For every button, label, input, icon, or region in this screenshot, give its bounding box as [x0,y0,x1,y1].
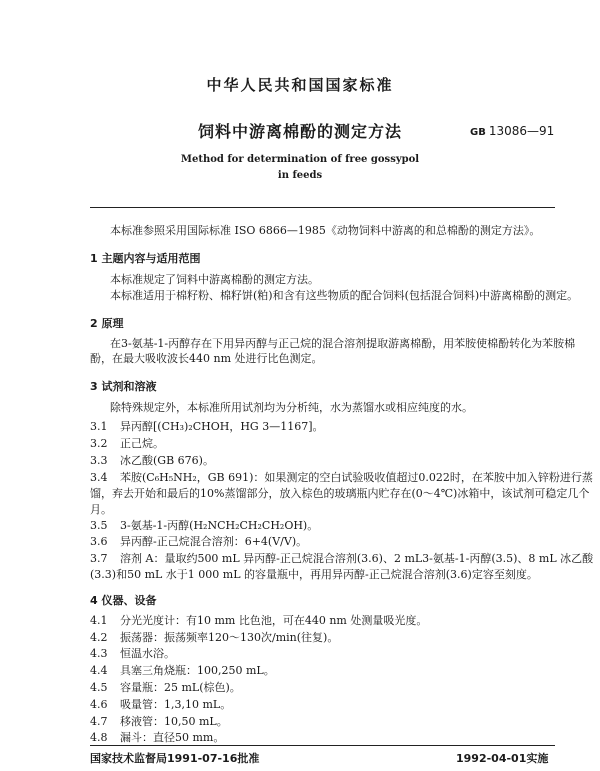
item-number: 4.4 [90,664,108,677]
item-text: 漏斗：直径50 mm。 [120,731,225,744]
list-item [90,470,593,485]
item-text: 溶剂 A：量取约500 mL 异丙醇-正己烷混合溶剂(3.6)、2 mL3-氨基-1-丙醇(3.5)、8 mL 冰乙酸 [120,552,594,565]
list-item [90,646,175,661]
list-item [90,518,318,533]
list-item [90,680,241,695]
item-number: 4.5 [90,681,108,694]
list-item [90,697,231,712]
section1-heading: 1 主题内容与适用范围 [90,252,201,265]
list-item [90,613,427,628]
item-number: 3.4 [90,471,108,484]
list-item [90,453,214,468]
section2-heading: 2 原理 [90,317,124,330]
national-standard-header: 中华人民共和国国家标准 [206,76,394,94]
item-text: 冰乙酸(GB 676)。 [120,454,214,467]
list-item [90,534,307,549]
item-number: 3.6 [90,535,108,548]
list-item [90,714,228,729]
item-text: 容量瓶：25 mL(棕色)。 [120,681,241,694]
item-number: 3.1 [90,420,108,433]
item-number: 4.6 [90,698,108,711]
item-text: 具塞三角烧瓶：100,250 mL。 [120,664,275,677]
item-number: 3.2 [90,437,108,450]
title-en-line1: Method for determination of free gossypol [180,154,420,165]
item-number: 4.7 [90,715,108,728]
section4-heading: 4 仪器、设备 [90,594,157,607]
list-item [90,730,224,745]
item-text: 异丙醇[(CH₃)₂CHOH，HG 3—1167]。 [120,420,324,433]
item-text: 月。 [90,503,112,516]
list-item-continuation [90,502,112,517]
item-text: 恒温水浴。 [120,647,175,660]
document-title-cn: 饲料中游离棉酚的测定方法 [197,122,402,141]
item-number: 4.3 [90,647,108,660]
standard-number-value: 13086—91 [488,124,555,138]
item-text: (3.3)和50 mL 水于1 000 mL 的容量瓶中，再用异丙醇-正己烷混合溶剂(3.6)定容至刻度。 [90,568,538,581]
list-item [90,663,275,678]
standard-number [470,124,554,138]
gb-prefix: GB [470,127,486,138]
header-divider [90,207,555,208]
item-text: 移液管：10,50 mL。 [120,715,228,728]
document-title-en [0,152,600,184]
list-item [90,551,593,566]
section3-heading: 3 试剂和溶液 [90,380,157,393]
section3-intro: 除特殊规定外，本标准所用试剂均为分析纯，水为蒸馏水或相应纯度的水。 [110,401,473,414]
list-item-continuation [90,567,538,582]
item-text: 分光光度计：有10 mm 比色池，可在440 nm 处测量吸光度。 [120,614,428,627]
item-number: 4.1 [90,614,108,627]
section1-para1: 本标准规定了饲料中游离棉酚的测定方法。 [110,273,319,286]
intro-paragraph: 本标准参照采用国际标准 ISO 6866—1985《动物饲料中游离的和总棉酚的测定方法》。 [110,224,541,237]
implementation-date: 1992-04-01实施 [456,752,549,765]
approval-date: 国家技术监督局1991-07-16批准 [90,752,260,765]
item-text: 振荡器：振荡频率120～130次/min(往复)。 [120,631,339,644]
section2-line2: 酚，在最大吸收波长440 nm 处进行比色测定。 [90,352,323,365]
item-number: 4.2 [90,631,108,644]
item-text: 异丙醇-正己烷混合溶剂：6+4(V/V)。 [120,535,308,548]
item-number: 4.8 [90,731,108,744]
footer-divider [90,745,555,746]
item-text: 正己烷。 [120,437,164,450]
item-text: 馏，弃去开始和最后的10%蒸馏部分，放入棕色的玻璃瓶内贮存在(0～4℃)冰箱中，该试剂可稳定几个 [90,487,590,500]
item-text: 3-氨基-1-丙醇(H₂NCH₂CH₂CH₂OH)。 [120,519,319,532]
section1-para2: 本标准适用于棉籽粉、棉籽饼(粕)和含有这些物质的配合饲料(包括混合饲料)中游离棉酚的测定。 [110,289,579,302]
list-item [90,630,338,645]
item-number: 3.7 [90,552,108,565]
item-text: 苯胺(C₆H₅NH₂，GB 691)：如果测定的空白试验吸收值超过0.022时，在苯胺中加入锌粉进行蒸 [120,471,593,484]
list-item [90,419,323,434]
list-item [90,436,164,451]
item-number: 3.5 [90,519,108,532]
list-item-continuation [90,486,589,501]
section2-line1: 在3-氨基-1-丙醇存在下用异丙醇与正己烷的混合溶剂提取游离棉酚，用苯胺使棉酚转化为苯胺棉 [110,337,576,350]
item-text: 吸量管：1,3,10 mL。 [120,698,232,711]
item-number: 3.3 [90,454,108,467]
title-en-line2: in feeds [277,170,323,181]
